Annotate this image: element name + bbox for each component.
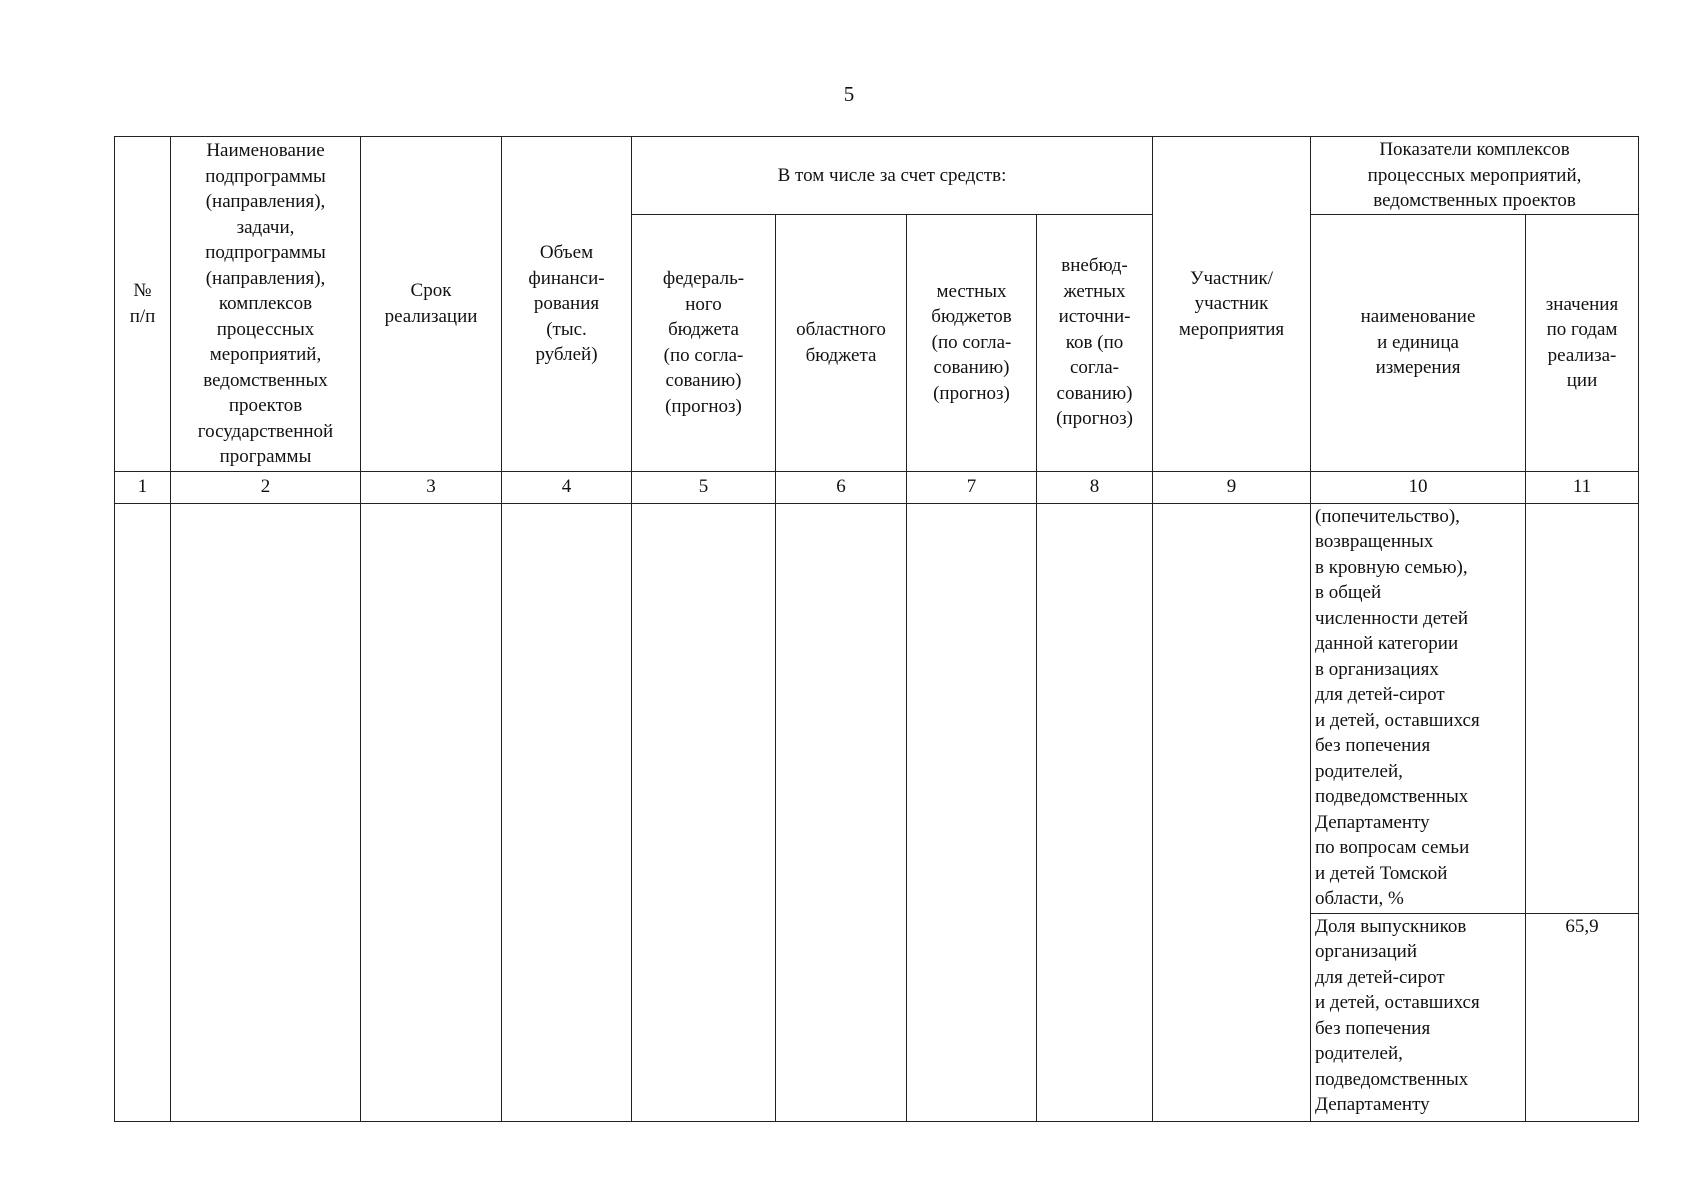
indicator-value-cell: [1526, 503, 1639, 913]
indicator-value-cell: 65,9: [1526, 913, 1639, 1121]
table-row: [115, 503, 1639, 913]
column-numbers-row: [115, 471, 1639, 503]
empty-cell: [907, 503, 1037, 1121]
column-number: 9: [1153, 471, 1311, 503]
header-row-1: [115, 137, 1639, 215]
column-number: 1: [115, 471, 171, 503]
empty-cell: [115, 503, 171, 1121]
header-extrabudgetary: внебюд- жетных источни- ков (по согла- сованию) (прогноз): [1037, 214, 1153, 471]
column-number: 6: [776, 471, 907, 503]
empty-cell: [502, 503, 632, 1121]
program-table: [114, 136, 1639, 1122]
indicator-name-cell: Доля выпускников организаций для детей-сирот и детей, оставшихся без попечения родителей, подведомственных Департаменту: [1311, 913, 1526, 1121]
header-implementation-period: Срок реализации: [361, 137, 502, 472]
header-row-number: № п/п: [115, 137, 171, 472]
empty-cell: [1037, 503, 1153, 1121]
empty-cell: [776, 503, 907, 1121]
header-indicator-values: значения по годам реализа- ции: [1526, 214, 1639, 471]
header-funds-group: В том числе за счет средств:: [632, 137, 1153, 215]
column-number: 5: [632, 471, 776, 503]
header-subprogram-name: Наименование подпрограммы (направления), задачи, подпрограммы (направления), комплексов процессных мероприятий, ведомственных проектов государственной программы: [171, 137, 361, 472]
column-number: 8: [1037, 471, 1153, 503]
header-funding-volume: Объем финанси- рования (тыс. рублей): [502, 137, 632, 472]
column-number: 2: [171, 471, 361, 503]
indicator-name-cell: (попечительство), возвращенных в кровную семью), в общей численности детей данной категории в организациях для детей-сирот и детей, оставшихся без попечения родителей, подведомственных Департаменту по вопросам семьи и детей Томской области, %: [1311, 503, 1526, 913]
empty-cell: [361, 503, 502, 1121]
column-number: 11: [1526, 471, 1639, 503]
header-regional-budget: областного бюджета: [776, 214, 907, 471]
empty-cell: [632, 503, 776, 1121]
column-number: 4: [502, 471, 632, 503]
header-federal-budget: федераль- ного бюджета (по согла- сованию) (прогноз): [632, 214, 776, 471]
column-number: 3: [361, 471, 502, 503]
header-indicator-name: наименование и единица измерения: [1311, 214, 1526, 471]
column-number: 7: [907, 471, 1037, 503]
header-participant: Участник/ участник мероприятия: [1153, 137, 1311, 472]
page-number: 5: [843, 82, 855, 106]
header-local-budgets: местных бюджетов (по согла- сованию) (прогноз): [907, 214, 1037, 471]
empty-cell: [171, 503, 361, 1121]
header-indicators-group: Показатели комплексов процессных мероприятий, ведомственных проектов: [1311, 137, 1639, 215]
empty-cell: [1153, 503, 1311, 1121]
column-number: 10: [1311, 471, 1526, 503]
